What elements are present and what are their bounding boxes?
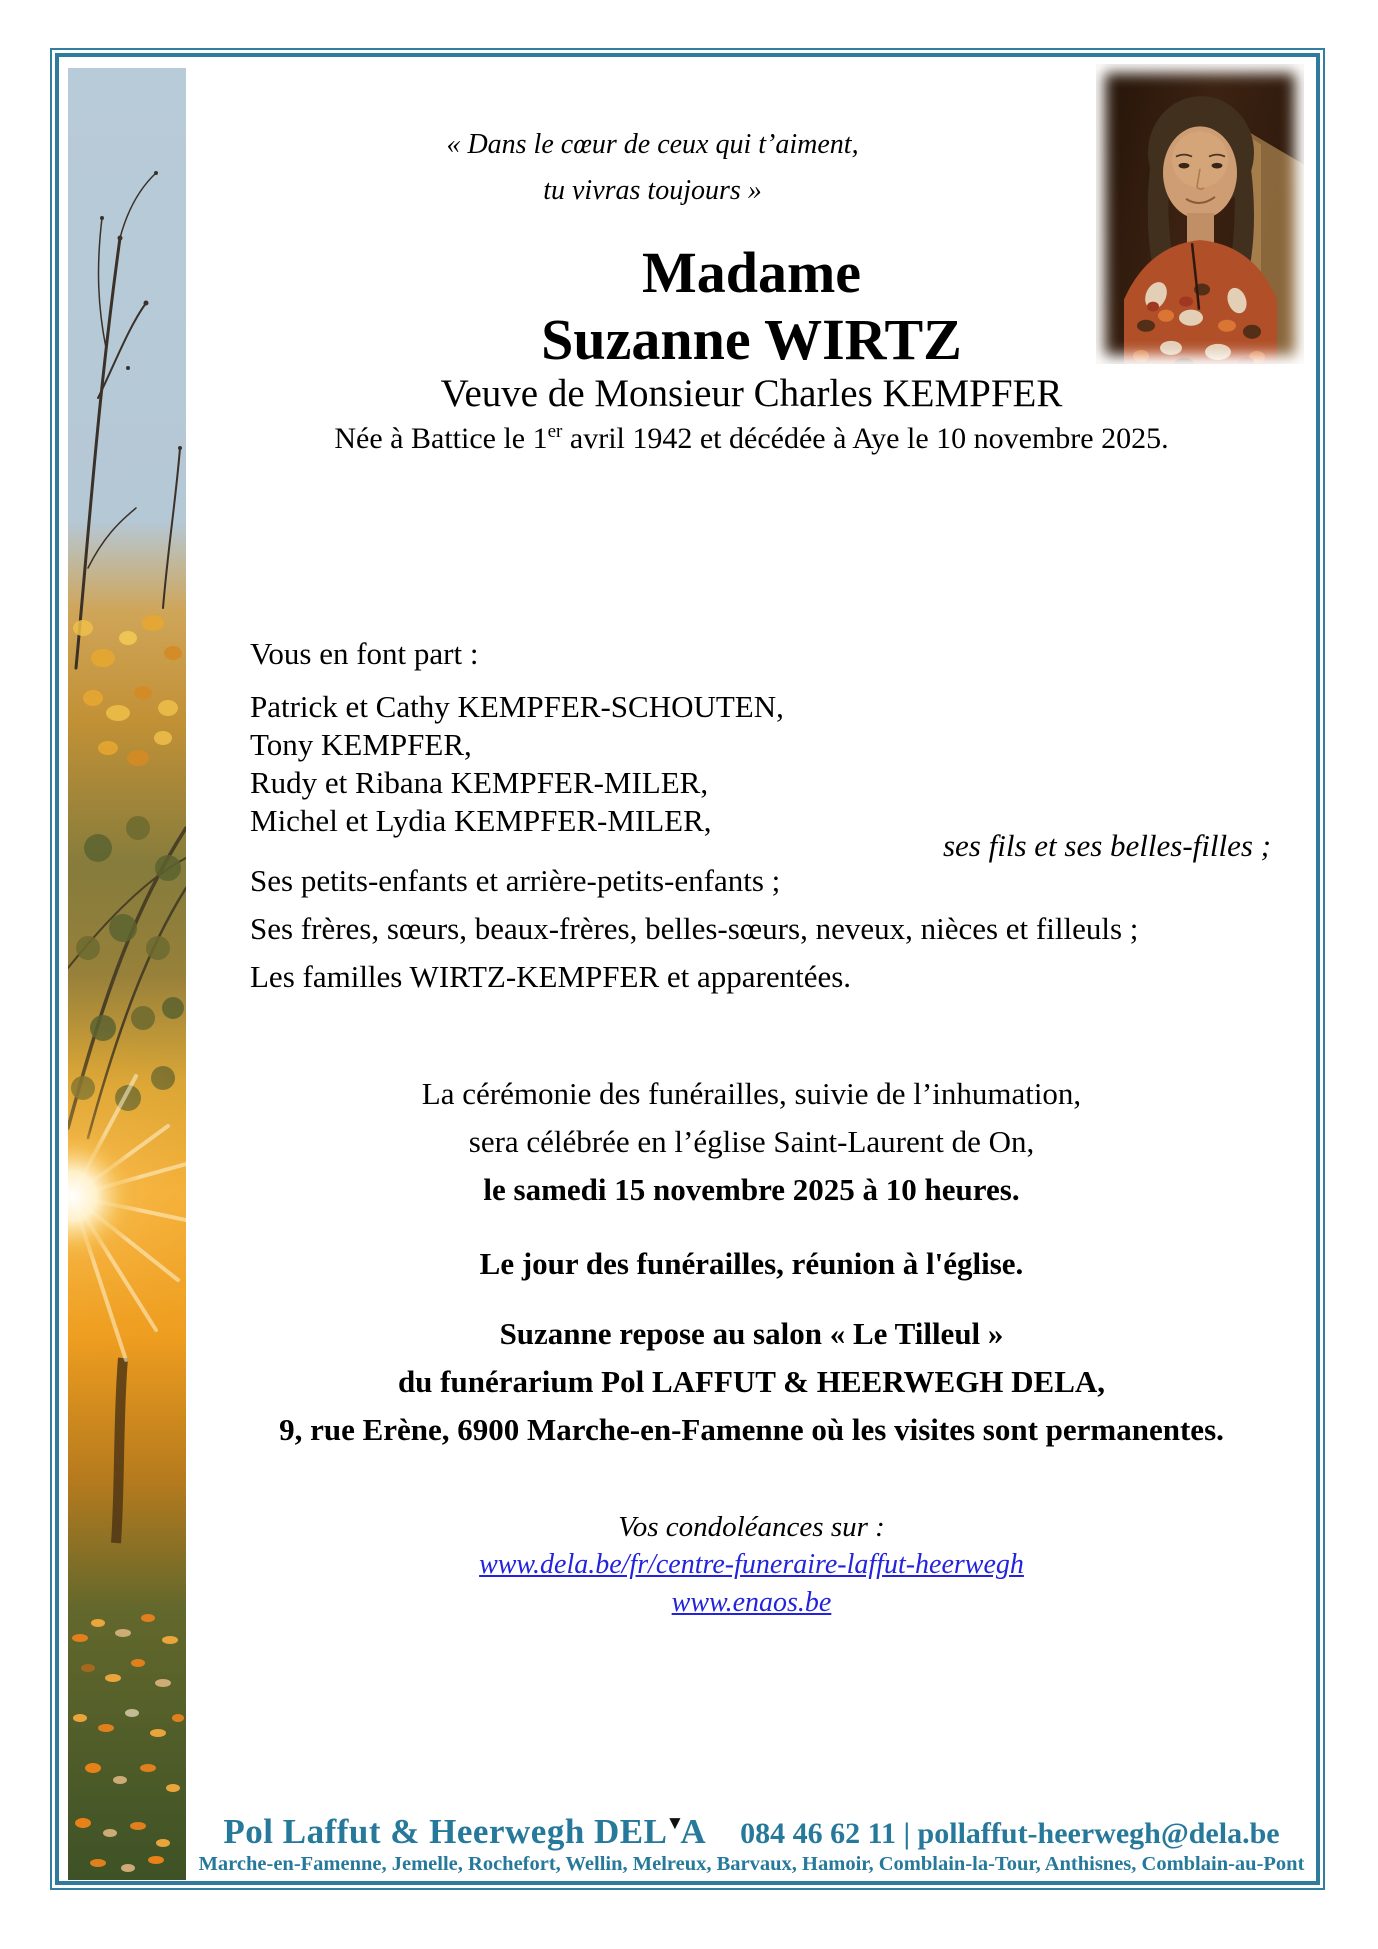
repose-block (185, 1310, 1318, 1454)
quote-line-1: « Dans le cœur de ceux qui t’aiment, (446, 129, 859, 160)
grandchildren-line: Ses petits-enfants et arrière-petits-enfants ; (250, 863, 781, 898)
quote-line-2: tu vivras toujours » (543, 175, 762, 206)
dela-triangle-mark: ▼ (665, 1813, 684, 1834)
funeral-home-logo (223, 1812, 706, 1852)
footer-contact: 084 46 62 11 | pollaffut-heerwegh@dela.be (740, 1817, 1280, 1850)
family-name-line: Patrick et Cathy KEMPFER-SCHOUTEN, (250, 689, 784, 724)
meeting-line: Le jour des funérailles, réunion à l'église. (479, 1246, 1024, 1281)
footer-locations: Marche-en-Famenne, Jemelle, Rochefort, Wellin, Melreux, Barvaux, Hamoir, Comblain-la-Tour, Anthisnes, Comblain-au-Pont (198, 1853, 1305, 1875)
deceased-name: Suzanne WIRTZ (541, 307, 962, 372)
life-dates-prefix: Née à Battice le 1 (334, 422, 548, 455)
brand-text-suffix: A (680, 1812, 707, 1851)
repose-line-1: Suzanne repose au salon « Le Tilleul » (499, 1316, 1004, 1351)
ceremony-block (185, 1070, 1318, 1214)
life-dates-line (185, 421, 1318, 456)
announcement-intro: Vous en font part : (250, 636, 479, 671)
repose-line-3: 9, rue Erène, 6900 Marche-en-Famenne où les visites sont permanentes. (279, 1412, 1224, 1447)
autumn-sidebar-photo (68, 68, 186, 1880)
deceased-title: Madame (641, 240, 862, 305)
children-role-line: ses fils et ses belles-filles ; (942, 828, 1271, 863)
memorial-quote (185, 122, 1120, 214)
repose-line-2: du funérarium Pol LAFFUT & HEERWEGH DELA, (397, 1364, 1106, 1399)
family-names-list (250, 688, 1270, 840)
footer-brand-row (185, 1812, 1318, 1852)
family-name-line: Rudy et Ribana KEMPFER-MILER, (250, 765, 709, 800)
condolence-link-enaos[interactable]: www.enaos.be (671, 1587, 832, 1618)
siblings-line: Ses frères, sœurs, beaux-frères, belles-sœurs, neveux, nièces et filleuls ; (250, 911, 1139, 946)
life-dates-suffix: avril 1942 et décédée à Aye le 10 novembre 2025. (562, 422, 1169, 455)
condolence-link-dela[interactable]: www.dela.be/fr/centre-funeraire-laffut-heerwegh (479, 1549, 1024, 1580)
ceremony-line-2: sera célébrée en l’église Saint-Laurent de On, (468, 1124, 1035, 1159)
autumn-trees-illustration (68, 68, 186, 1880)
life-dates-superscript: er (547, 421, 563, 442)
condolences-label: Vos condoléances sur : (618, 1511, 885, 1543)
families-line: Les familles WIRTZ-KEMPFER et apparentées. (250, 959, 852, 994)
brand-text: Pol Laffut & Heerwegh DEL (223, 1812, 668, 1851)
family-name-line: Tony KEMPFER, (250, 727, 472, 762)
ceremony-date-line: le samedi 15 novembre 2025 à 10 heures. (483, 1172, 1020, 1207)
ceremony-line-1: La cérémonie des funérailles, suivie de l’inhumation, (421, 1076, 1082, 1111)
widow-line: Veuve de Monsieur Charles KEMPFER (440, 372, 1063, 415)
family-name-line: Michel et Lydia KEMPFER-MILER, (250, 803, 712, 838)
condolences-links (185, 1546, 1318, 1622)
